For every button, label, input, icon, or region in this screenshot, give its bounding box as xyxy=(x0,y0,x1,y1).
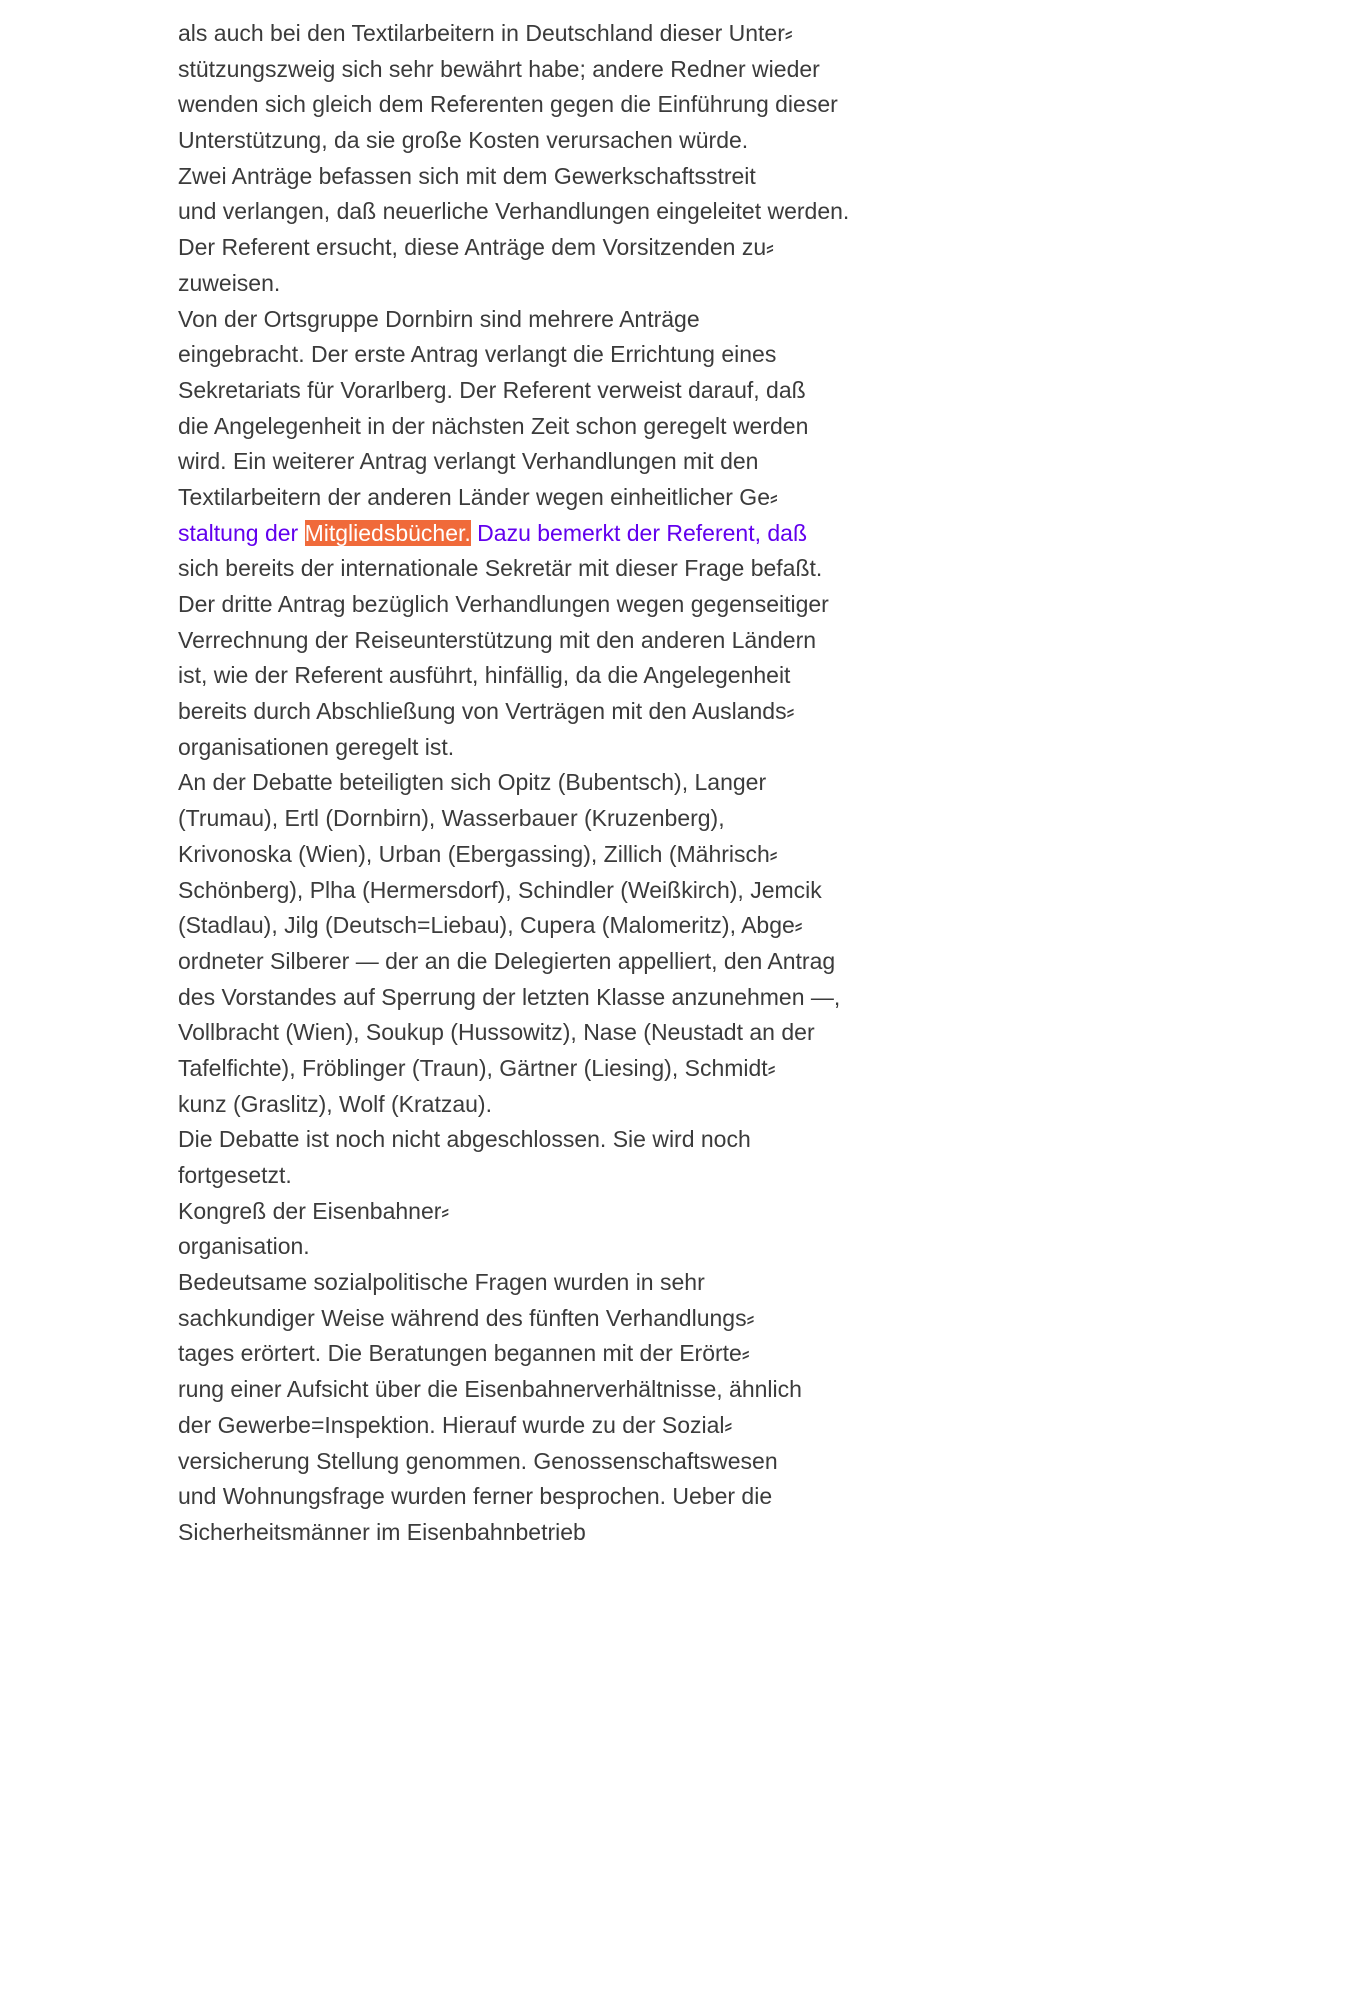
text-line: rung einer Aufsicht über die Eisenbahnerverhältnisse, ähnlich xyxy=(178,1376,802,1403)
text-line: Die Debatte ist noch nicht abgeschlossen. Sie wird noch xyxy=(178,1126,751,1153)
text-line: des Vorstandes auf Sperrung der letzten Klasse anzunehmen —, xyxy=(178,983,841,1010)
text-line: Schönberg), Plha (Hermersdorf), Schindler (Weißkirch), Jemcik xyxy=(178,876,822,903)
text-line: Tafelfichte), Fröblinger (Traun), Gärtner (Liesing), Schmidt⸗ xyxy=(178,1054,776,1081)
text-line: der Gewerbe=Inspektion. Hierauf wurde zu der Sozial⸗ xyxy=(178,1411,733,1438)
text-line: bereits durch Abschließung von Verträgen mit den Auslands⸗ xyxy=(178,698,795,725)
text-line: stützungszweig sich sehr bewährt habe; andere Redner wieder xyxy=(178,55,820,82)
text-line: Kongreß der Eisenbahner⸗ xyxy=(178,1197,450,1224)
text-line: versicherung Stellung genommen. Genossenschaftswesen xyxy=(178,1447,778,1474)
text-line: wenden sich gleich dem Referenten gegen die Einführung dieser xyxy=(178,91,838,118)
text-line: Der dritte Antrag bezüglich Verhandlungen wegen gegenseitiger xyxy=(178,591,829,617)
text-line: eingebracht. Der erste Antrag verlangt die Errichtung eines xyxy=(178,341,777,368)
text-line: zuweisen. xyxy=(178,269,281,296)
text-line: Sicherheitsmänner im Eisenbahnbetrieb xyxy=(178,1518,586,1545)
document-page xyxy=(178,16,898,1551)
text-line: kunz (Graslitz), Wolf (Kratzau). xyxy=(178,1090,492,1117)
text-line: Der Referent ersucht, diese Anträge dem Vorsitzenden zu⸗ xyxy=(178,234,774,261)
highlight-line-after: Dazu bemerkt der Referent, daß xyxy=(470,519,808,546)
text-line: die Angelegenheit in der nächsten Zeit schon geregelt werden xyxy=(178,412,809,439)
text-line: Krivonoska (Wien), Urban (Ebergassing), Zillich (Mährisch⸗ xyxy=(178,840,778,867)
text-line: Bedeutsame sozialpolitische Fragen wurden in sehr xyxy=(178,1269,705,1296)
text-line: ordneter Silberer — der an die Delegierten appelliert, den Antrag xyxy=(178,947,836,974)
text-line: sich bereits der internationale Sekretär mit dieser Frage befaßt. xyxy=(178,555,823,582)
text-line: und Wohnungsfrage wurden ferner besprochen. Ueber die xyxy=(178,1483,773,1510)
text-line: Sekretariats für Vorarlberg. Der Referent verweist darauf, daß xyxy=(178,376,806,403)
text-line: und verlangen, daß neuerliche Verhandlungen eingeleitet werden. xyxy=(178,198,850,225)
text-line: Unterstützung, da sie große Kosten verursachen würde. xyxy=(178,127,749,154)
text-line: wird. Ein weiterer Antrag verlangt Verhandlungen mit den xyxy=(178,448,759,475)
text-line: (Stadlau), Jilg (Deutsch=Liebau), Cupera (Malomeritz), Abge⸗ xyxy=(178,912,803,939)
text-line: fortgesetzt. xyxy=(178,1162,292,1188)
text-line: organisationen geregelt ist. xyxy=(178,733,455,760)
text-line: ist, wie der Referent ausführt, hinfällig, da die Angelegenheit xyxy=(178,662,791,689)
highlight-line-before: staltung der xyxy=(178,519,305,546)
highlighted-word[interactable]: Mitgliedsbücher. xyxy=(304,519,471,546)
text-line: Von der Ortsgruppe Dornbirn sind mehrere Anträge xyxy=(178,305,700,332)
highlighted-line xyxy=(178,516,898,552)
text-line: als auch bei den Textilarbeitern in Deutschland dieser Unter⸗ xyxy=(178,20,793,46)
text-line: Verrechnung der Reiseunterstützung mit den anderen Ländern xyxy=(178,626,817,653)
text-line: (Trumau), Ertl (Dornbirn), Wasserbauer (Kruzenberg), xyxy=(178,805,725,832)
text-line: sachkundiger Weise während des fünften Verhandlungs⸗ xyxy=(178,1304,755,1331)
text-block-after xyxy=(178,551,898,1550)
text-line: Zwei Anträge befassen sich mit dem Gewerkschaftsstreit xyxy=(178,162,756,189)
text-line: An der Debatte beteiligten sich Opitz (Bubentsch), Langer xyxy=(178,769,767,796)
text-line: organisation. xyxy=(178,1233,310,1260)
text-line: tages erörtert. Die Beratungen begannen mit der Erörte⸗ xyxy=(178,1340,750,1367)
text-block-before xyxy=(178,16,898,516)
text-line: Textilarbeitern der anderen Länder wegen einheitlicher Ge⸗ xyxy=(178,483,778,510)
text-line: Vollbracht (Wien), Soukup (Hussowitz), Nase (Neustadt an der xyxy=(178,1019,815,1046)
